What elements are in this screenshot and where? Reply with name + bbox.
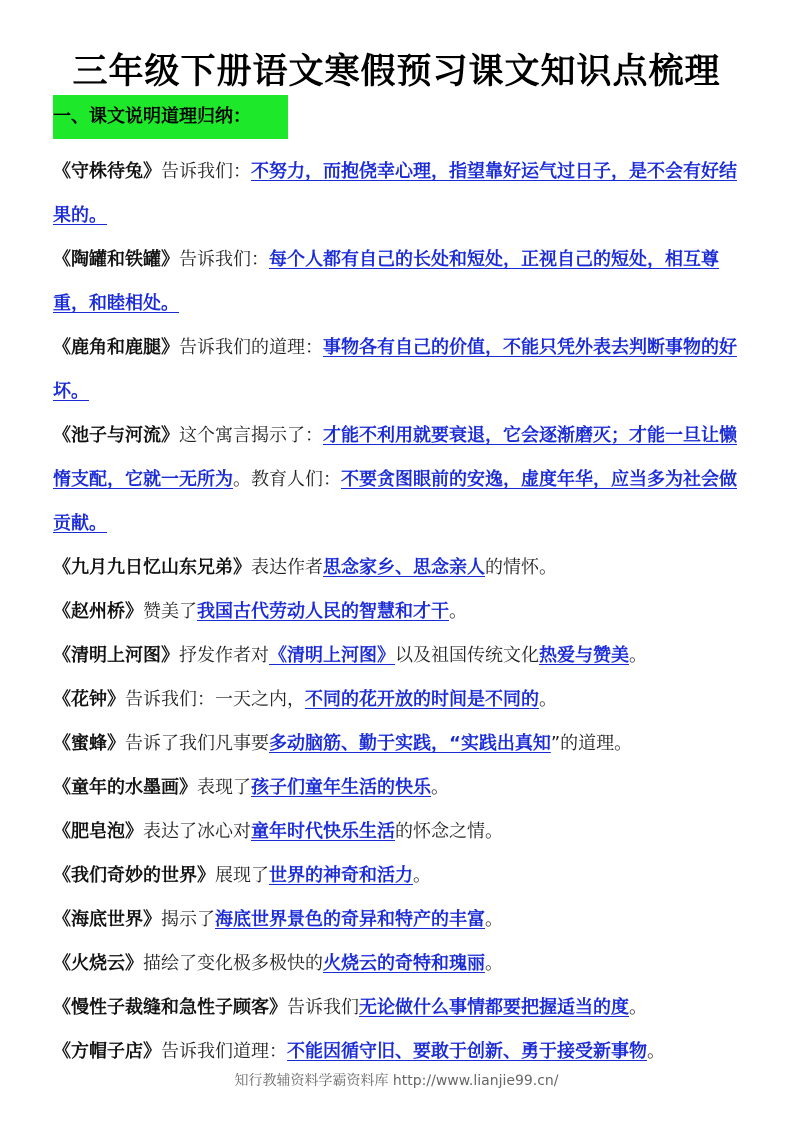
key-point: 火烧云的奇特和瑰丽: [323, 953, 485, 974]
key-point: 孩子们童年生活的快乐: [251, 777, 431, 798]
item-tail: 。: [539, 689, 557, 710]
key-point: 童年时代快乐生活: [251, 821, 395, 842]
key-point: 事物各有自己的价值，不能只凭外表去判断事物的好坏。: [53, 337, 737, 402]
item-intro: 赞美了: [143, 601, 197, 622]
item-intro: 这个寓言揭示了：: [179, 425, 323, 446]
item-tail: 。: [647, 1041, 665, 1062]
item-intro: 告诉我们: [287, 997, 359, 1018]
lesson-title: 《赵州桥》: [53, 601, 143, 622]
item-intro: 表达作者: [251, 557, 323, 578]
item-intro: 告诉我们的道理：: [179, 337, 323, 358]
key-point: 每个人都有自己的长处和短处，正视自己的短处，相互尊重，和睦相处。: [53, 249, 719, 314]
item-intro: 表达了冰心对: [143, 821, 251, 842]
lesson-title: 《火烧云》: [53, 953, 143, 974]
key-point: 《清明上河图》: [269, 645, 395, 666]
item-tail: 。: [449, 601, 467, 622]
key-point: 才能不利用就要衰退，它会逐渐磨灭；才能一旦让懒惰支配，它就一无所为: [53, 425, 737, 490]
key-point: 多动脑筋、勤于实践，“实践出真知: [269, 733, 551, 754]
lesson-title: 《九月九日忆山东兄弟》: [53, 557, 251, 578]
list-item: [53, 634, 743, 678]
item-tail: 的情怀。: [485, 557, 557, 578]
item-tail: 。: [485, 909, 503, 930]
key-point-2: 热爱与赞美: [539, 645, 629, 666]
key-point: 不能因循守旧、要敢于创新、勇于接受新事物: [287, 1041, 647, 1062]
list-item: [53, 546, 743, 590]
item-tail: 。: [629, 645, 647, 666]
item-intro: 抒发作者对: [179, 645, 269, 666]
item-tail: 。: [431, 777, 449, 798]
list-item: [53, 810, 743, 854]
item-intro: 揭示了: [161, 909, 215, 930]
key-point: 不同的花开放的时间是不同的: [305, 689, 539, 710]
item-intro: 表现了: [197, 777, 251, 798]
lesson-title: 《肥皂泡》: [53, 821, 143, 842]
list-item: [53, 414, 743, 546]
item-intro: 告诉我们：: [179, 249, 269, 270]
lesson-title: 《蜜蜂》: [53, 733, 125, 754]
lesson-title: 《海底世界》: [53, 909, 161, 930]
list-item: [53, 898, 743, 942]
lesson-title: 《清明上河图》: [53, 645, 179, 666]
item-tail: 。: [413, 865, 431, 886]
lesson-title: 《我们奇妙的世界》: [53, 865, 215, 886]
item-intro: 告诉我们：一天之内，: [125, 689, 305, 710]
item-tail: 。: [629, 997, 647, 1018]
lesson-title: 《童年的水墨画》: [53, 777, 197, 798]
key-point-2: 不要贪图眼前的安逸，虚度年华，应当多为社会做贡献。: [53, 469, 737, 534]
key-point: 海底世界景色的奇异和特产的丰富: [215, 909, 485, 930]
list-item: [53, 722, 743, 766]
list-item: [53, 854, 743, 898]
lesson-title: 《花钟》: [53, 689, 125, 710]
lesson-title: 《方帽子店》: [53, 1041, 161, 1062]
item-tail: ”的道理。: [550, 733, 633, 754]
list-item: [53, 150, 743, 238]
lesson-title: 《慢性子裁缝和急性子顾客》: [53, 997, 287, 1018]
key-point: 无论做什么事情都要把握适当的度: [359, 997, 629, 1018]
section-heading: 一、课文说明道理归纳：: [53, 95, 288, 139]
item-intro: 告诉了我们凡事要: [125, 733, 269, 754]
item-tail: 。: [485, 953, 503, 974]
key-point: 世界的神奇和活力: [269, 865, 413, 886]
list-item: [53, 1030, 743, 1074]
item-intro: 告诉我们：: [161, 161, 251, 182]
list-item: [53, 590, 743, 634]
lesson-title: 《陶罐和铁罐》: [53, 249, 179, 270]
lesson-title: 《守株待兔》: [53, 161, 161, 182]
footer-source: 知行教辅资料学霸资料库 http://www.lianjie99.cn/: [234, 1073, 559, 1089]
list-item: [53, 238, 743, 326]
lesson-title: 《池子与河流》: [53, 425, 179, 446]
key-point: 不努力，而抱侥幸心理，指望靠好运气过日子，是不会有好结果的。: [53, 161, 737, 226]
item-intro: 描绘了变化极多极快的: [143, 953, 323, 974]
key-point: 思念家乡、思念亲人: [323, 557, 485, 578]
lesson-title: 《鹿角和鹿腿》: [53, 337, 179, 358]
list-item: [53, 942, 743, 986]
item-intro: 告诉我们道理：: [161, 1041, 287, 1062]
list-item: [53, 766, 743, 810]
item-middle-text: 。教育人们：: [233, 469, 341, 490]
summary-list: [53, 150, 743, 1074]
list-item: [53, 326, 743, 414]
page-title: 三年级下册语文寒假预习课文知识点梳理: [72, 52, 721, 92]
list-item: [53, 986, 743, 1030]
item-middle-text: 以及祖国传统文化: [395, 645, 539, 666]
item-tail: 的怀念之情。: [395, 821, 503, 842]
item-intro: 展现了: [215, 865, 269, 886]
key-point: 我国古代劳动人民的智慧和才干: [197, 601, 449, 622]
list-item: [53, 678, 743, 722]
